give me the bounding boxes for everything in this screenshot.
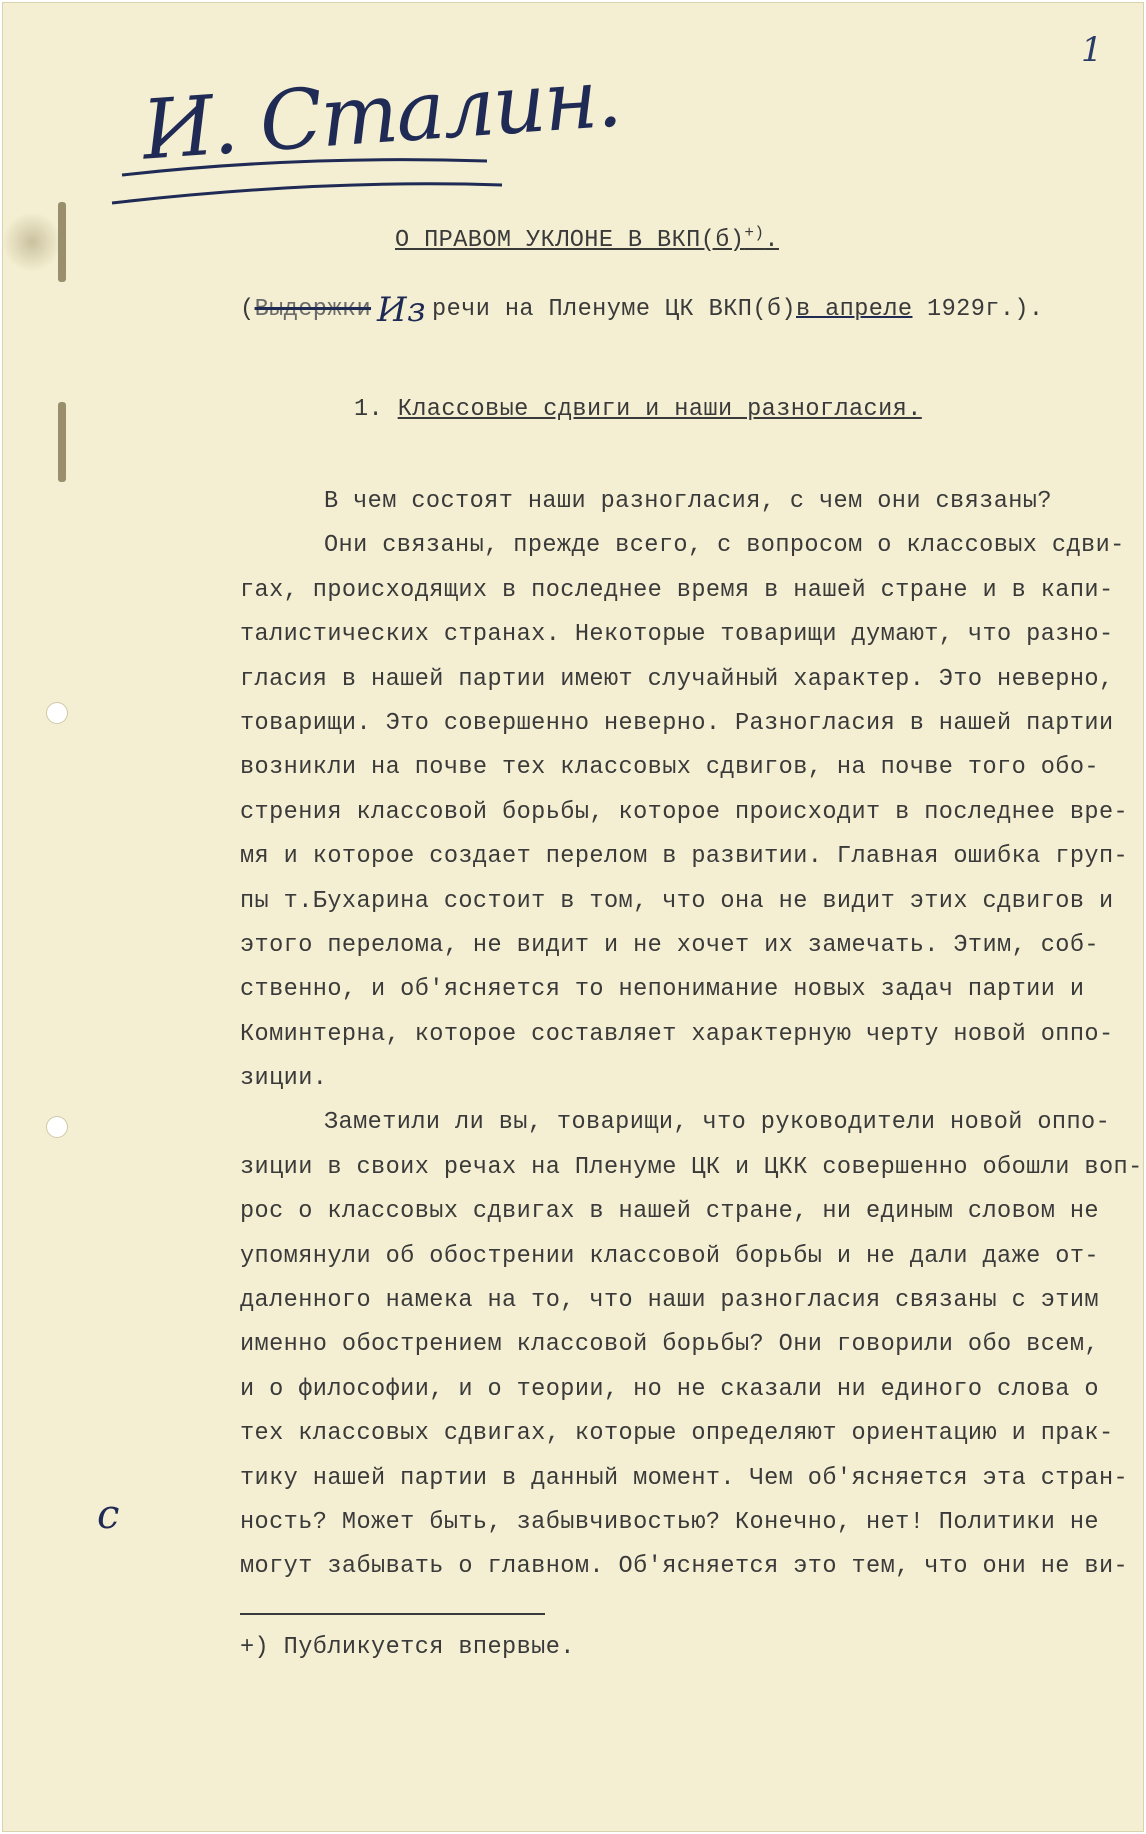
body-line: ность? Может быть, забывчивостью? Конечно, нет! Политики не: [240, 1508, 1099, 1536]
body-line: зиции в своих речах на Пленуме ЦК и ЦКК совершенно обошли воп-: [240, 1153, 1143, 1181]
section-number: 1.: [354, 396, 384, 423]
subtitle-middle: речи на Пленуме ЦК ВКП(б): [432, 296, 796, 323]
margin-mark: с: [97, 1492, 120, 1538]
body-line: Они связаны, прежде всего, с вопросом о классовых сдви-: [324, 532, 1125, 560]
page-number: 1: [1081, 30, 1103, 70]
document-page: [2, 2, 1144, 1832]
handwritten-signature: [102, 50, 623, 217]
body-line: Заметили ли вы, товарищи, что руководители новой оппо-: [324, 1109, 1111, 1137]
body-line: рос о классовых сдвигах в нашей стране, ни единым словом не: [240, 1198, 1099, 1226]
body-line: именно обострением классовой борьбы? Они говорили обо всем,: [240, 1331, 1099, 1359]
signature-text: И. Сталин.: [139, 50, 623, 179]
body-line: товарищи. Это совершенно неверно. Разногласия в нашей партии: [240, 709, 1114, 737]
footnote: +) Публикуется впервые.: [240, 1634, 575, 1661]
body-text: [240, 480, 1143, 1590]
body-line: даленного намека на то, что наши разногласия связаны с этим: [240, 1287, 1099, 1315]
subtitle-end: 1929г.).: [912, 296, 1044, 323]
body-line: В чем состоят наши разногласия, с чем они связаны?: [324, 488, 1052, 515]
body-line: и о философии, и о теории, но не сказали ни единого слова о: [240, 1375, 1099, 1403]
footnote-divider: [240, 1613, 545, 1615]
body-line: могут забывать о главном. Об'ясняется это тем, что они не ви-: [240, 1553, 1129, 1581]
body-line: пы т.Бухарина состоит в том, что она не видит этих сдвигов и: [240, 887, 1114, 915]
staple-bottom: [58, 402, 66, 482]
staple-top: [58, 202, 66, 282]
body-line: гах, происходящих в последнее время в нашей стране и в капи-: [240, 576, 1114, 604]
body-line: Коминтерна, которое составляет характерную черту новой оппо-: [240, 1020, 1114, 1048]
section-heading-text: Классовые сдвиги и наши разногласия.: [397, 396, 922, 423]
title-period: .: [764, 226, 779, 254]
title-footnote-mark: +): [744, 224, 765, 242]
document-subtitle: [240, 284, 1044, 330]
document-title: [395, 224, 779, 254]
struck-word: Выдержки: [254, 296, 372, 323]
punch-hole-top: [46, 702, 68, 724]
punch-hole-bottom: [46, 1116, 68, 1138]
subtitle-underlined-part: в апреле: [796, 296, 913, 323]
body-line: тех классовых сдвигах, которые определяют ориентацию и прак-: [240, 1420, 1114, 1448]
handwritten-insert: Из: [377, 290, 427, 330]
body-line: упомянули об обострении классовой борьбы и не дали даже от-: [240, 1242, 1099, 1270]
body-line: талистических странах. Некоторые товарищи думают, что разно-: [240, 621, 1114, 649]
body-line: возникли на почве тех классовых сдвигов, на почве того обо-: [240, 754, 1099, 782]
body-line: мя и которое создает перелом в развитии. Главная ошибка груп-: [240, 843, 1129, 871]
body-line: ственно, и об'ясняется то непонимание новых задач партии и: [240, 976, 1085, 1004]
body-line: этого перелома, не видит и не хочет их замечать. Этим, соб-: [240, 931, 1099, 959]
rust-stain: [2, 212, 62, 272]
body-line: зиции.: [240, 1065, 328, 1093]
section-heading: [354, 396, 922, 423]
body-line: тику нашей партии в данный момент. Чем об'ясняется эта стран-: [240, 1464, 1129, 1492]
body-line: гласия в нашей партии имеют случайный характер. Это неверно,: [240, 665, 1114, 693]
body-line: стрения классовой борьбы, которое происходит в последнее вре-: [240, 798, 1129, 826]
subtitle-open-paren: (: [240, 296, 255, 323]
signature-underline: [102, 57, 522, 217]
title-text: О ПРАВОМ УКЛОНЕ В ВКП(б): [395, 226, 745, 254]
